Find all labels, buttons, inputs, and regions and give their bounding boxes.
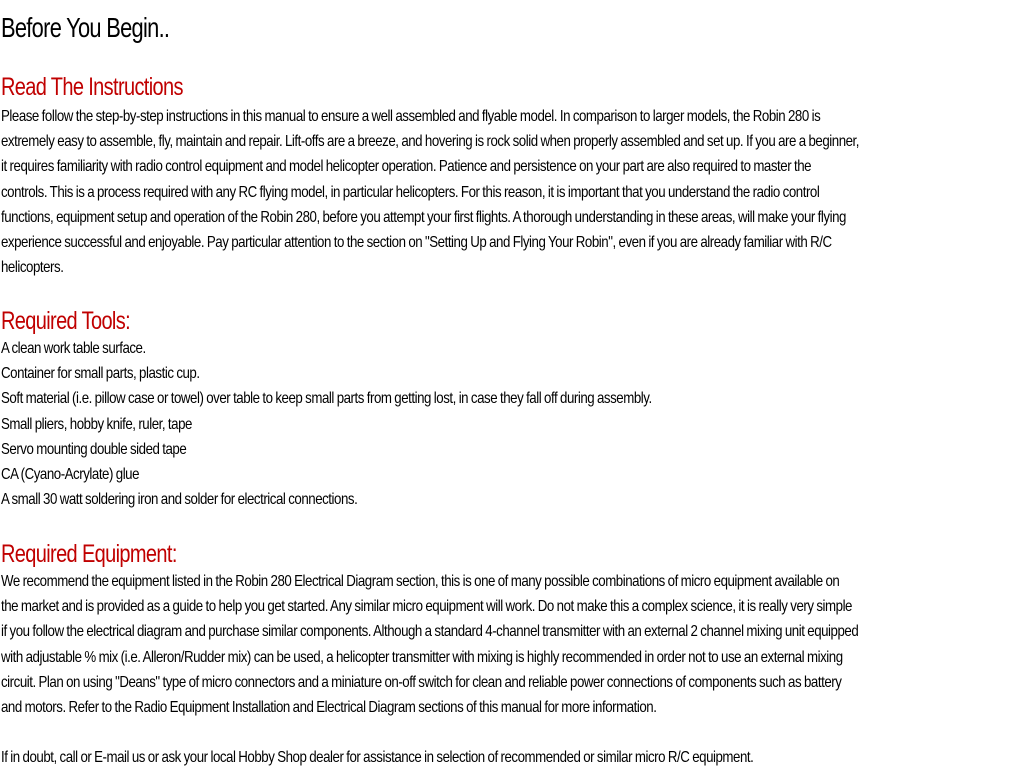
instructions-paragraph [1,104,859,280]
paragraph-line: with adjustable % mix (i.e. Alleron/Rudder mix) can be used, a helicopter transmitter with mixing is highly recommended in order not to use an external mixing [1,648,843,666]
paragraph-line: experience successful and enjoyable. Pay particular attention to the section on "Setting Up and Flying Your Robin", even if you are already familiar with R/C [1,234,832,252]
paragraph-line: extremely easy to assemble, fly, maintain and repair. Lift-offs are a breeze, and hovering is rock solid when properly assembled and set up. If you are a beginner, [1,133,860,151]
paragraph-line: We recommend the equipment listed in the Robin 280 Electrical Diagram section, this is one of many possible combinations of micro equipment available on [1,573,840,590]
equipment-paragraph [1,569,858,720]
paragraph-line: controls. This is a process required with any RC flying model, in particular helicopters. For this reason, it is important that you understand the radio control [1,183,820,201]
paragraph-line: the market and is provided as a guide to help you get started. Any similar micro equipment will work. Do not make this a complex science, it is really very simple [1,598,852,616]
list-item: A clean work table surface. [1,340,146,357]
equipment-heading: Required Equipment: [1,540,177,568]
list-item: Small pliers, hobby knife, ruler, tape [1,415,192,433]
footer-note [1,745,753,770]
paragraph-line: helicopters. [1,259,64,277]
paragraph-line: it requires familiarity with radio control equipment and model helicopter operation. Patience and persistence on your part are also required to master the [1,158,812,176]
list-item: A small 30 watt soldering iron and solder for electrical connections. [1,491,358,509]
list-item: Soft material (i.e. pillow case or towel) over table to keep small parts from getting lost, in case they fall off during assembly. [1,390,652,408]
page-title: Before You Begin.. [1,12,170,43]
tools-heading: Required Tools: [1,307,131,335]
paragraph-line: Please follow the step-by-step instructions in this manual to ensure a well assembled and flyable model. In comparison to larger models, the Robin 280 is [1,108,821,125]
list-item: CA (Cyano-Acrylate) glue [1,466,140,484]
paragraph-line: circuit. Plan on using "Deans" type of micro connectors and a miniature on-off switch for clean and reliable power connections of components such as battery [1,673,842,691]
tools-list [1,336,652,512]
instructions-heading: Read The Instructions [1,73,183,101]
list-item: Container for small parts, plastic cup. [1,365,200,383]
paragraph-line: functions, equipment setup and operation of the Robin 280, before you attempt your first flights. A thorough understanding in these areas, will make your flying [1,208,846,226]
footer-note-text: If in doubt, call or E-mail us or ask your local Hobby Shop dealer for assistance in selection of recommended or similar micro R/C equipment. [1,749,754,766]
list-item: Servo mounting double sided tape [1,440,187,458]
paragraph-line: if you follow the electrical diagram and purchase similar components. Although a standard 4-channel transmitter with an external 2 channel mixing unit equipped [1,623,859,641]
paragraph-line: and motors. Refer to the Radio Equipment Installation and Electrical Diagram sections of this manual for more information. [1,699,657,717]
